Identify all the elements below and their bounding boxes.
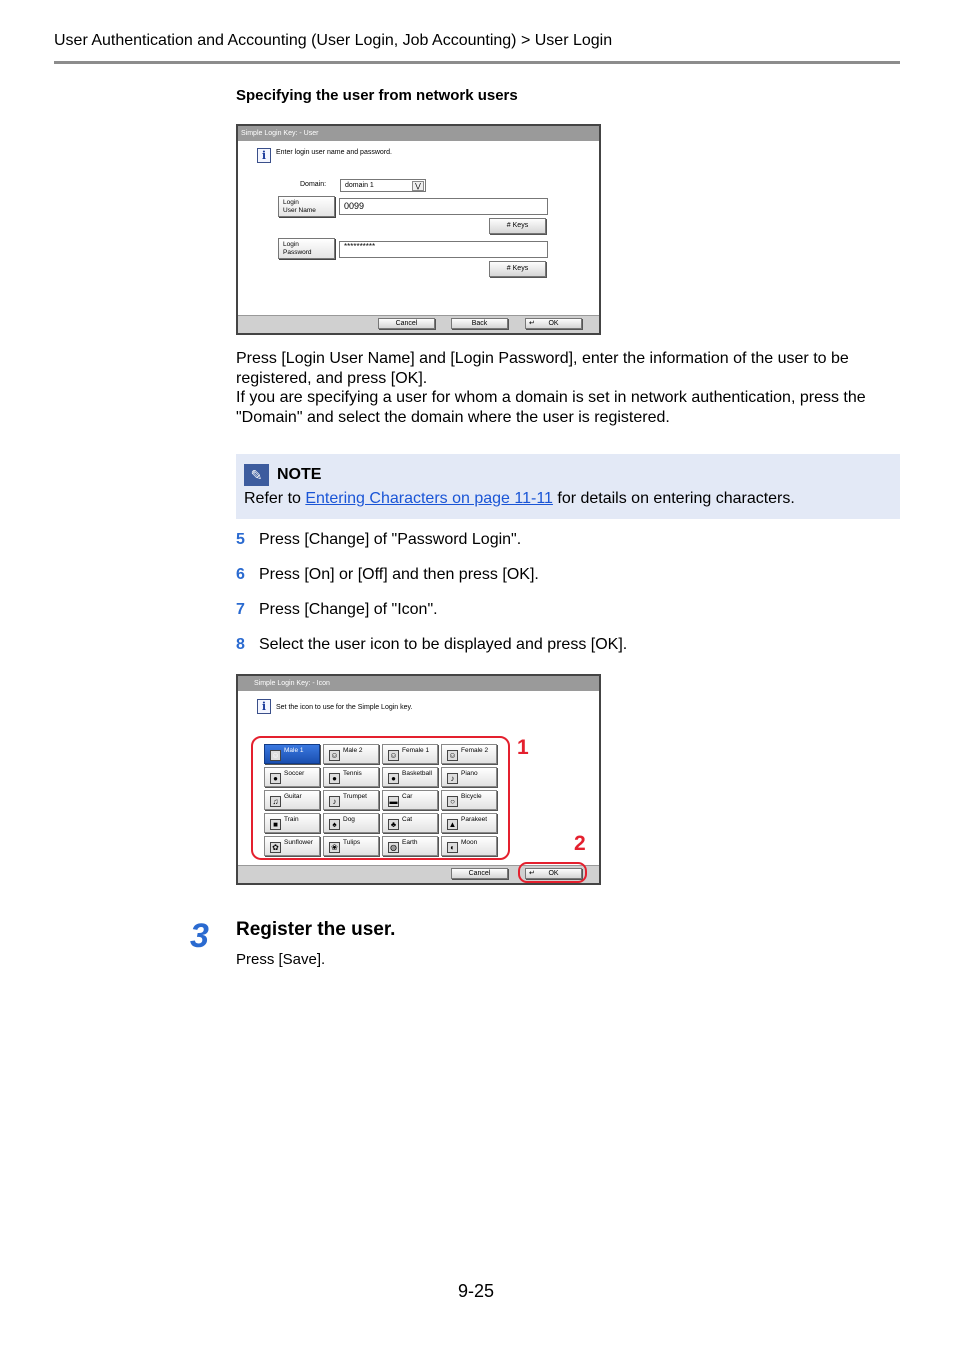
female-1-icon: ☺ — [389, 751, 398, 760]
password-keys-button[interactable]: # Keys — [489, 261, 546, 277]
login-screen-footer — [238, 315, 599, 333]
male-1-icon: ☺ — [271, 751, 280, 760]
login-password-field[interactable]: ********** — [339, 241, 548, 258]
user-name-keys-button[interactable]: # Keys — [489, 218, 546, 234]
icon-option-label: Male 2 — [343, 747, 363, 754]
login-user-name-field[interactable]: 0099 — [339, 198, 548, 215]
icon-option-label: Tulips — [343, 839, 361, 846]
ok-label: OK — [548, 870, 559, 877]
login-password-label-1: Login — [283, 241, 299, 248]
step-8 — [236, 636, 627, 654]
icon-option-label: Moon — [461, 839, 478, 846]
login-screen — [236, 124, 601, 335]
icon-option-label: Guitar — [284, 793, 302, 800]
note-text — [244, 490, 795, 508]
icon-grid-highlight — [251, 736, 510, 860]
icon-option-label: Dog — [343, 816, 355, 823]
cancel-button[interactable]: Cancel — [451, 868, 508, 879]
note-title: NOTE — [277, 466, 322, 483]
login-instruction: Enter login user name and password. — [276, 149, 392, 156]
login-password-button[interactable] — [278, 238, 335, 259]
cat-icon: ♣ — [388, 819, 399, 830]
male-2-icon: ☺ — [330, 751, 339, 760]
domain-select[interactable] — [340, 179, 426, 192]
note-text-before: Refer to — [244, 490, 306, 507]
tennis-icon: ● — [329, 773, 340, 784]
note-icon: ✎ — [244, 464, 269, 486]
back-button[interactable]: Back — [451, 318, 508, 329]
ok-button-highlight — [518, 862, 587, 883]
section-title: Specifying the user from network users — [236, 87, 518, 104]
paragraph-line: If you are specifying a user for whom a domain is set in network authentication, press the — [236, 389, 866, 406]
parakeet-icon: ▲ — [448, 820, 457, 829]
icon-option-label: Male 1 — [284, 747, 304, 754]
enter-icon: ↵ — [529, 320, 535, 327]
enter-icon: ↵ — [529, 870, 535, 877]
icon-option-label: Cat — [402, 816, 413, 823]
step-3-title: Register the user. — [236, 919, 396, 940]
moon-icon: ◐ — [447, 842, 458, 853]
step-text: Press [Change] of "Icon". — [259, 601, 438, 618]
sunflower-icon: ✿ — [270, 842, 281, 853]
instruction-paragraph — [236, 349, 900, 427]
icon-option-label: Parakeet — [461, 816, 488, 823]
step-3-text: Press [Save]. — [236, 951, 326, 968]
header-divider — [54, 61, 900, 64]
icon-option-label: Female 2 — [461, 747, 489, 754]
note-link[interactable]: Entering Characters on page 11-11 — [305, 490, 553, 507]
login-password-label-2: Password — [283, 249, 312, 256]
trumpet-icon: ♪ — [329, 796, 340, 807]
step-number: 6 — [236, 566, 245, 583]
bicycle-icon: ○ — [447, 796, 458, 807]
tulips-icon: ❀ — [329, 842, 340, 853]
icon-option-label: Trumpet — [343, 793, 367, 800]
domain-value: domain 1 — [345, 182, 374, 189]
car-icon: ▬ — [389, 797, 398, 806]
icon-option-label: Soccer — [284, 770, 305, 777]
info-icon: i — [257, 148, 271, 163]
icon-option-label: Basketball — [402, 770, 432, 777]
female-2-icon: ☺ — [448, 751, 457, 760]
icon-option-label: Female 1 — [402, 747, 430, 754]
login-user-name-label-2: User Name — [283, 207, 316, 214]
icon-option-label: Car — [402, 793, 413, 800]
icon-screen-title: Simple Login Key: - Icon — [238, 676, 599, 691]
step-number: 7 — [236, 601, 245, 618]
step-number: 8 — [236, 636, 245, 653]
icon-option-label: Sunflower — [284, 839, 313, 846]
icon-instruction: Set the icon to use for the Simple Login key. — [276, 704, 413, 711]
step-number: 5 — [236, 531, 245, 548]
ok-button[interactable] — [525, 318, 582, 329]
step-5 — [236, 531, 521, 549]
icon-option-label: Piano — [461, 770, 478, 777]
step-3-number: 3 — [190, 917, 209, 955]
step-6 — [236, 566, 539, 584]
icon-option-label: Train — [284, 816, 299, 823]
page-number: 9-25 — [458, 1281, 495, 1301]
icon-option-label: Tennis — [343, 770, 362, 777]
dog-icon: ♠ — [329, 819, 340, 830]
train-icon: ■ — [270, 819, 281, 830]
ok-label: OK — [548, 320, 559, 327]
paragraph-line: Press [Login User Name] and [Login Password], enter the information of the user to be — [236, 350, 849, 367]
icon-option-label: Earth — [402, 839, 418, 846]
note-box — [236, 454, 900, 519]
step-7 — [236, 601, 438, 619]
domain-label: Domain: — [300, 181, 327, 188]
step-text: Select the user icon to be displayed and press [OK]. — [259, 636, 628, 653]
basketball-icon: ● — [388, 773, 399, 784]
earth-icon: ◍ — [388, 842, 399, 853]
icon-option-label: Bicycle — [461, 793, 482, 800]
paragraph-line: "Domain" and select the domain where the user is registered. — [236, 408, 670, 426]
breadcrumb: User Authentication and Accounting (User Login, Job Accounting) > User Login — [54, 32, 613, 49]
login-user-name-button[interactable] — [278, 196, 335, 217]
piano-icon: ♪ — [447, 773, 458, 784]
guitar-icon: ♫ — [270, 796, 281, 807]
cancel-button[interactable]: Cancel — [378, 318, 435, 329]
chevron-down-icon[interactable]: ⋁ — [412, 181, 424, 191]
info-icon: i — [257, 699, 271, 714]
note-text-after: for details on entering characters. — [552, 490, 795, 507]
paragraph-line: registered, and press [OK]. — [236, 369, 428, 387]
login-screen-title: Simple Login Key: - User — [238, 126, 599, 141]
callout-2: 2 — [574, 832, 586, 855]
login-user-name-label-1: Login — [283, 199, 299, 206]
callout-1: 1 — [517, 736, 529, 759]
soccer-icon: ● — [270, 773, 281, 784]
step-text: Press [Change] of "Password Login". — [259, 531, 522, 548]
step-text: Press [On] or [Off] and then press [OK]. — [259, 566, 539, 583]
